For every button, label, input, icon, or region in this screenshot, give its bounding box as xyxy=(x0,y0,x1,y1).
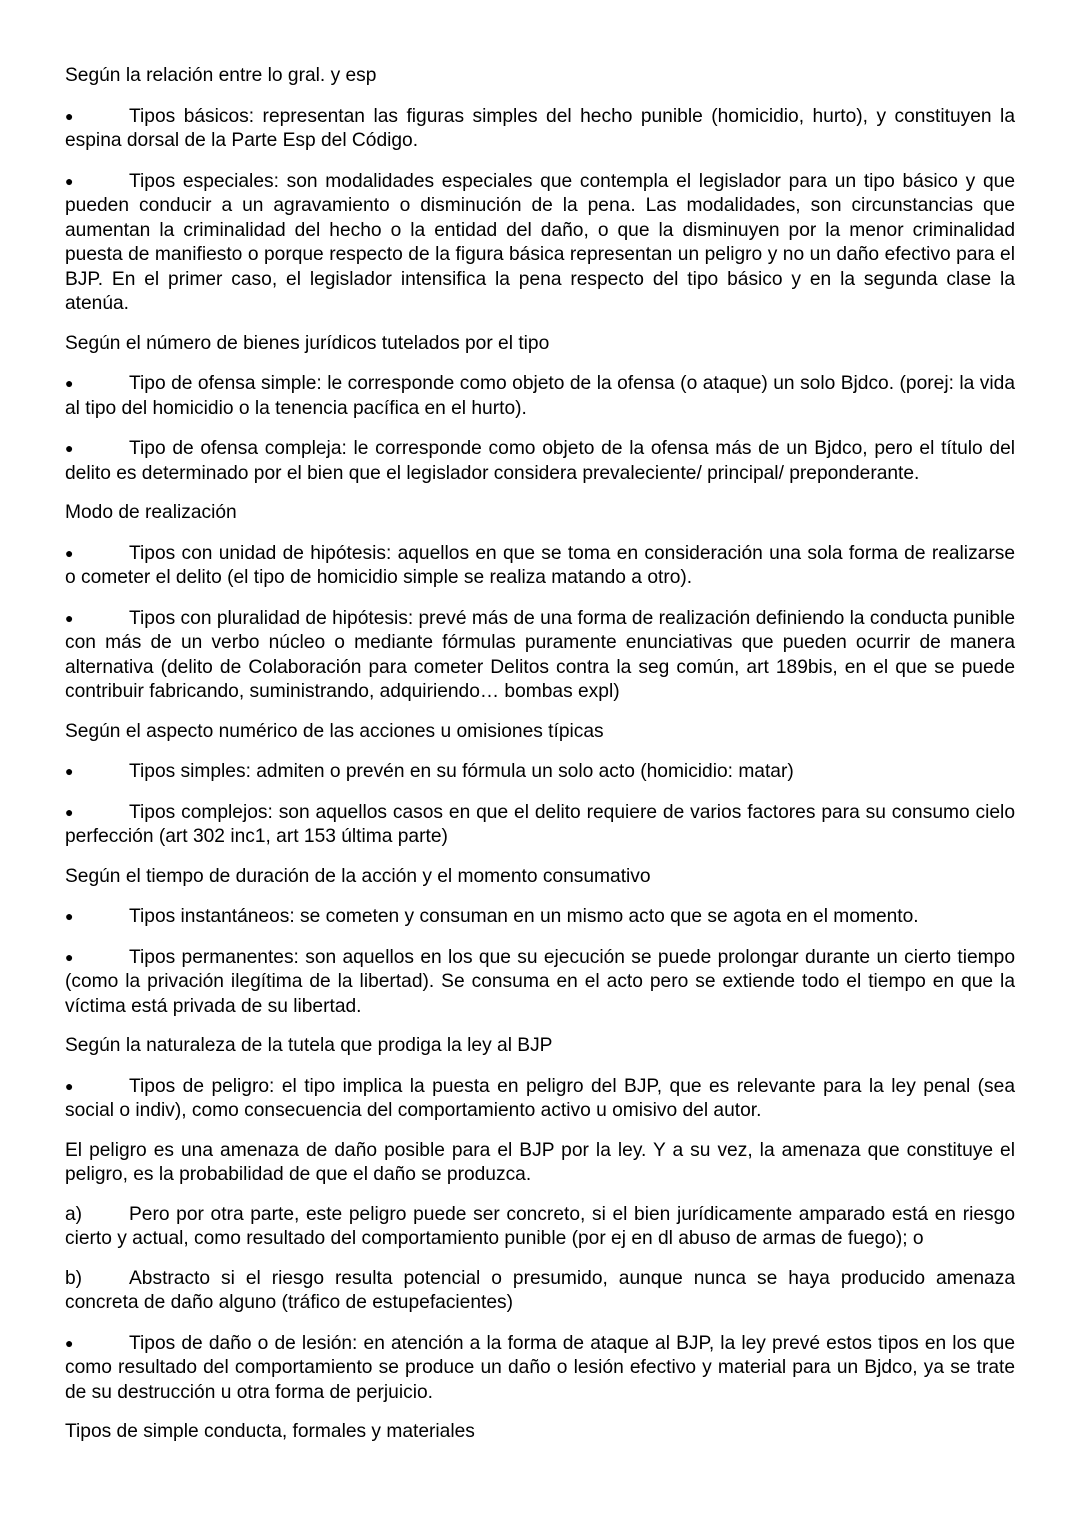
section-heading: Según la naturaleza de la tutela que prodiga la ley al BJP xyxy=(65,1035,553,1056)
item-text: Tipos con unidad de hipótesis: aquellos en que se toma en consideración una sola forma de realizarse o cometer el delito (el tipo de homicidio simple se realiza matando a otro). xyxy=(65,542,1015,588)
item-letter: a) xyxy=(65,1203,83,1225)
paragraph: El peligro es una amenaza de daño posible para el BJP por la ley. Y a su vez, la amenaza que constituye el peligro, es la probabilidad de que el daño se produzca. xyxy=(65,1139,1015,1185)
section-heading: Según el tiempo de duración de la acción y el momento consumativo xyxy=(65,865,651,887)
section-heading: Tipos de simple conducta, formales y materiales xyxy=(65,1421,475,1442)
bullet-item xyxy=(65,169,1015,317)
bullet-icon: ● xyxy=(65,763,74,779)
lettered-item xyxy=(65,1267,1015,1316)
document-body xyxy=(65,64,1015,1445)
section-heading: Según la relación entre lo gral. y esp xyxy=(65,65,377,86)
item-letter: b) xyxy=(65,1267,83,1289)
section-heading: Según el aspecto numérico de las acciones u omisiones típicas xyxy=(65,720,604,742)
bullet-icon: ● xyxy=(65,107,74,124)
bullet-item xyxy=(65,800,1015,850)
lettered-item xyxy=(65,1203,1015,1252)
bullet-icon: ● xyxy=(65,803,74,820)
bullet-item xyxy=(65,904,1015,930)
item-text: Tipos complejos: son aquellos casos en que el delito requiere de varios factores para su consumo cielo perfección (art 302 inc1, art 153 última parte) xyxy=(65,801,1015,847)
document-page xyxy=(65,64,1015,1460)
bullet-item xyxy=(65,945,1015,1020)
bullet-item xyxy=(65,436,1015,486)
bullet-item xyxy=(65,606,1015,705)
bullet-icon: ● xyxy=(65,908,74,924)
item-text: Tipos simples: admiten o prevén en su fórmula un solo acto (homicidio: matar) xyxy=(129,761,794,782)
item-text: Tipos de daño o de lesión: en atención a la forma de ataque al BJP, la ley prevé estos tipos en los que como resultado del comportamiento se produce un daño o lesión efectivo y material para un Bjdco, ya se trate de su destrucción u otra forma de perjuicio. xyxy=(65,1332,1015,1403)
bullet-icon: ● xyxy=(65,544,74,561)
bullet-icon: ● xyxy=(65,375,74,391)
bullet-item xyxy=(65,541,1015,591)
item-text: Pero por otra parte, este peligro puede ser concreto, si el bien jurídicamente amparado está en riesgo cierto y actual, como resultado del comportamiento punible (por ej en dl abuso de armas de fuego); o xyxy=(65,1203,1015,1249)
item-text: Tipos instantáneos: se cometen y consuman en un mismo acto que se agota en el momento. xyxy=(129,906,919,927)
bullet-icon: ● xyxy=(65,948,74,965)
bullet-item xyxy=(65,104,1015,154)
bullet-item xyxy=(65,1074,1015,1124)
item-text: Tipo de ofensa simple: le corresponde como objeto de la ofensa (o ataque) un solo Bjdco. (porej: la vida al tipo del homicidio o la tenencia pacífica en el hurto). xyxy=(65,373,1015,419)
item-text: Tipos permanentes: son aquellos en los que su ejecución se puede prolongar durante un cierto tiempo (como la privación ilegítima de la libertad). Se consuma en el acto pero se extiende todo el tiempo en que la víctima está privada de su libertad. xyxy=(65,946,1015,1017)
bullet-icon: ● xyxy=(65,172,74,189)
item-text: Tipo de ofensa compleja: le corresponde como objeto de la ofensa más de un Bjdco, pero el título del delito es determinado por el bien que el legislador considera prevaleciente/ principal/ preponderante. xyxy=(65,438,1015,484)
bullet-item xyxy=(65,759,1015,785)
item-text: Tipos con pluralidad de hipótesis: prevé más de una forma de realización definiendo la conducta punible con más de un verbo núcleo o mediante fórmulas puramente enunciativas que pueden ocurrir de manera alternativa (delito de Colaboración para cometer Delitos contra la seg común, art 189bis, en el que se puede contribuir fabricando, suministrando, adquiriendo… bombas expl) xyxy=(65,607,1015,702)
bullet-icon: ● xyxy=(65,440,74,456)
section-heading: Según el número de bienes jurídicos tutelados por el tipo xyxy=(65,332,550,354)
bullet-icon: ● xyxy=(65,1077,74,1094)
bullet-item xyxy=(65,371,1015,421)
item-text: Tipos básicos: representan las figuras simples del hecho punible (homicidio, hurto), y constituyen la espina dorsal de la Parte Esp del Código. xyxy=(65,105,1015,151)
item-text: Abstracto si el riesgo resulta potencial o presumido, aunque nunca se haya producido amenaza concreta de daño alguno (tráfico de estupefacientes) xyxy=(65,1267,1015,1313)
bullet-icon: ● xyxy=(65,609,74,626)
section-heading: Modo de realización xyxy=(65,502,237,523)
bullet-item xyxy=(65,1331,1015,1406)
item-text: Tipos especiales: son modalidades especiales que contempla el legislador para un tipo básico y que pueden conducir a un agravamiento o disminución de la pena. Las modalidades, son circunstancias que aumentan la criminalidad del hecho o la entidad del daño, o que la disminuyen por la menor criminalidad puesta de manifiesto o porque respecto de la figura básica representan un peligro y no un daño efectivo para el BJP. En el primer caso, el legislador intensifica la pena respecto del tipo básico y en la segunda clase la atenúa. xyxy=(65,170,1015,314)
item-text: Tipos de peligro: el tipo implica la puesta en peligro del BJP, que es relevante para la ley penal (sea social o indiv), como consecuencia del comportamiento activo u omisivo del autor. xyxy=(65,1075,1015,1121)
bullet-icon: ● xyxy=(65,1334,74,1351)
